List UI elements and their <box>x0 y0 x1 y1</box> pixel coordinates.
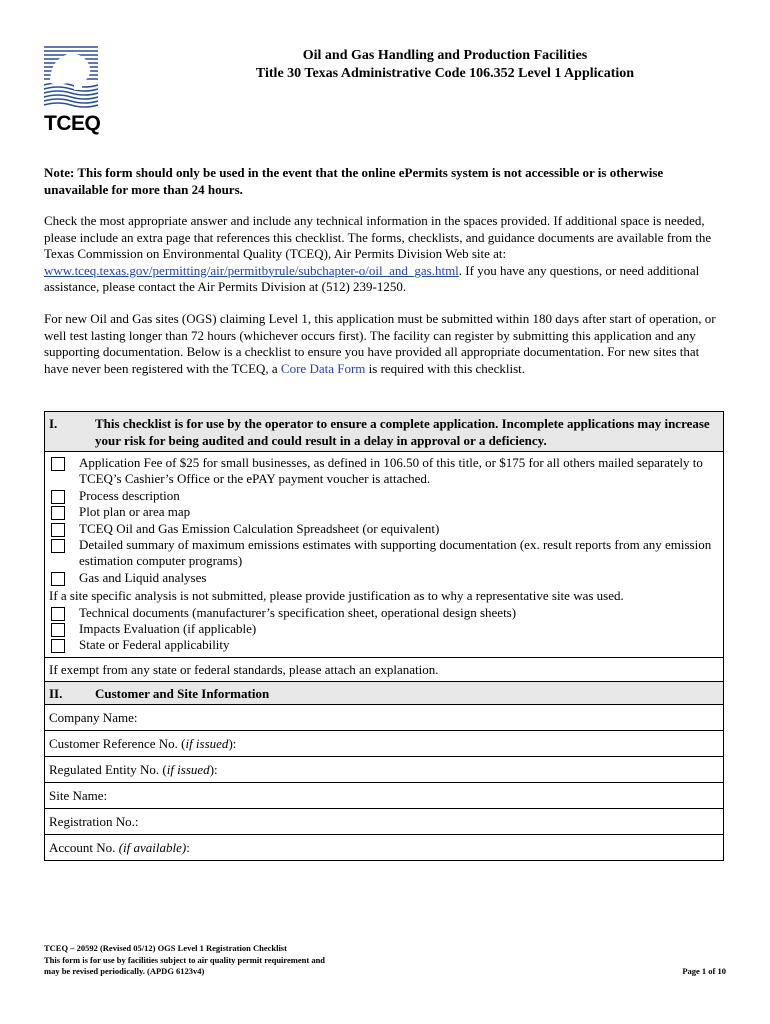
checkbox[interactable] <box>51 623 65 637</box>
checkbox[interactable] <box>51 572 65 586</box>
customer-reference-field[interactable] <box>45 731 723 757</box>
field-label-end: : <box>186 839 190 855</box>
section-1-header <box>45 412 723 452</box>
checklist-item <box>49 605 717 621</box>
field-qualifier: if issued <box>185 735 229 751</box>
section-2-number: II. <box>49 685 63 701</box>
checklist-item-label: Technical documents (manufacturer’s specification sheet, operational design sheets) <box>79 604 517 620</box>
checklist-item <box>49 537 717 570</box>
intro-text: . If you have any questions, or need additional assistance, please contact the Air Permits Division at (512) 239-1250. <box>44 262 700 294</box>
section-1-number: I. <box>49 416 58 431</box>
regulated-entity-field[interactable] <box>45 757 723 783</box>
checklist-item <box>49 621 717 637</box>
field-label: Account No. <box>49 839 119 855</box>
checklist-item-label: Application Fee of $25 for small businesses, as defined in 106.50 of this title, or $175 for all others mailed separately to TCEQ’s Cashier’s Office or the ePAY payment voucher is attached. <box>79 455 703 487</box>
tceq-logo <box>44 44 100 134</box>
footer <box>44 943 724 978</box>
checklist-item <box>49 504 717 520</box>
checkbox[interactable] <box>51 523 65 537</box>
field-label: Registration No.: <box>49 813 139 829</box>
account-number-field[interactable] <box>45 835 723 860</box>
checklist-item-label: Gas and Liquid analyses <box>79 569 207 585</box>
field-label-end: ): <box>228 735 237 751</box>
company-name-field[interactable] <box>45 705 723 731</box>
checkbox[interactable] <box>51 506 65 520</box>
checklist-item-label: Impacts Evaluation (if applicable) <box>79 621 257 637</box>
registration-number-field[interactable] <box>45 809 723 835</box>
intro-text: Check the most appropriate answer and include any technical information in the spaces provided. If additional space is needed, please include an extra page that references this checklist. The forms, checklists, and guidance documents are available from the Texas Commission on Environmental Quality (TCEQ), Air Permits Division Web site at: <box>44 213 712 261</box>
checklist-item-label: TCEQ Oil and Gas Emission Calculation Spreadsheet (or equivalent) <box>79 520 440 536</box>
checklist-item <box>49 637 717 653</box>
exempt-note: If exempt from any state or federal standards, please attach an explanation. <box>49 661 439 677</box>
intro-paragraph-1 <box>44 213 724 296</box>
footer-line-3: may be revised periodically. (APDG 6123v4) <box>44 966 205 976</box>
site-name-field[interactable] <box>45 783 723 809</box>
section-2-heading: Customer and Site Information <box>95 685 270 701</box>
checklist-item-label: Detailed summary of maximum emissions estimates with supporting documentation (ex. result reports from any emission estimation computer programs) <box>79 537 712 569</box>
field-label-end: ): <box>209 761 218 777</box>
checklist-item <box>49 455 717 488</box>
checkbox[interactable] <box>51 457 65 471</box>
field-qualifier: (if available) <box>118 839 187 855</box>
note: Note: This form should only be used in the event that the online ePermits system is not accessible or is otherwise unavailable for more than 24 hours. <box>44 165 664 197</box>
intro-text: For new Oil and Gas sites (OGS) claiming Level 1, this application must be submitted within 180 days after start of operation, or well test lasting longer than 72 hours (whichever occurs first). The facility can register by submitting this application and any supporting documentation. Below is a checklist to ensure you have provided all appropriate documentation. For new sites that have never been registered with the TCEQ, a <box>44 311 716 376</box>
checklist-item <box>49 488 717 504</box>
air-permits-link[interactable]: www.tceq.texas.gov/permitting/air/permitbyrule/subchapter-o/oil_and_gas.html <box>44 262 459 278</box>
section-1-checklist <box>45 452 723 658</box>
core-data-form-link[interactable]: Core Data Form <box>280 360 366 376</box>
section-2-header <box>45 681 723 705</box>
field-label: Site Name: <box>49 787 108 803</box>
site-analysis-note: If a site specific analysis is not submitted, please provide justification as to why a representative site was used. <box>49 588 624 604</box>
checklist-item <box>49 570 717 586</box>
checkbox[interactable] <box>51 639 65 653</box>
page-number: Page 1 of 10 <box>682 966 726 976</box>
checkbox[interactable] <box>51 607 65 621</box>
field-label: Customer Reference No. ( <box>49 735 186 751</box>
checklist-item-label: Process description <box>79 487 180 503</box>
checklist-item <box>49 521 717 537</box>
footer-line-2: This form is for use by facilities subject to air quality permit requirement and <box>44 954 326 965</box>
footer-line-1: TCEQ – 20592 (Revised 05/12) OGS Level 1 Registration Checklist <box>44 943 287 953</box>
checklist-form <box>44 411 724 861</box>
field-qualifier: if issued <box>166 761 210 777</box>
checklist-item-label: State or Federal applicability <box>79 637 230 653</box>
title-line-2: Title 30 Texas Administrative Code 106.352 Level 1 Application <box>255 66 635 81</box>
checkbox[interactable] <box>51 539 65 553</box>
field-label: Company Name: <box>49 709 138 725</box>
intro-text: is required with this checklist. <box>365 360 525 376</box>
checkbox[interactable] <box>51 490 65 504</box>
checklist-item-label: Plot plan or area map <box>79 504 191 520</box>
section-1-heading: This checklist is for use by the operator to ensure a complete application. Incomplete applications may increase your risk for being audited and could result in a delay in approval or a deficiency. <box>95 416 710 448</box>
intro-paragraph-2 <box>44 311 724 377</box>
title-line-1: Oil and Gas Handling and Production Facilities <box>302 48 588 63</box>
texas-logo-icon <box>44 44 98 110</box>
logo-text: TCEQ <box>44 112 101 135</box>
page-title <box>150 47 740 83</box>
field-label: Regulated Entity No. ( <box>49 761 167 777</box>
